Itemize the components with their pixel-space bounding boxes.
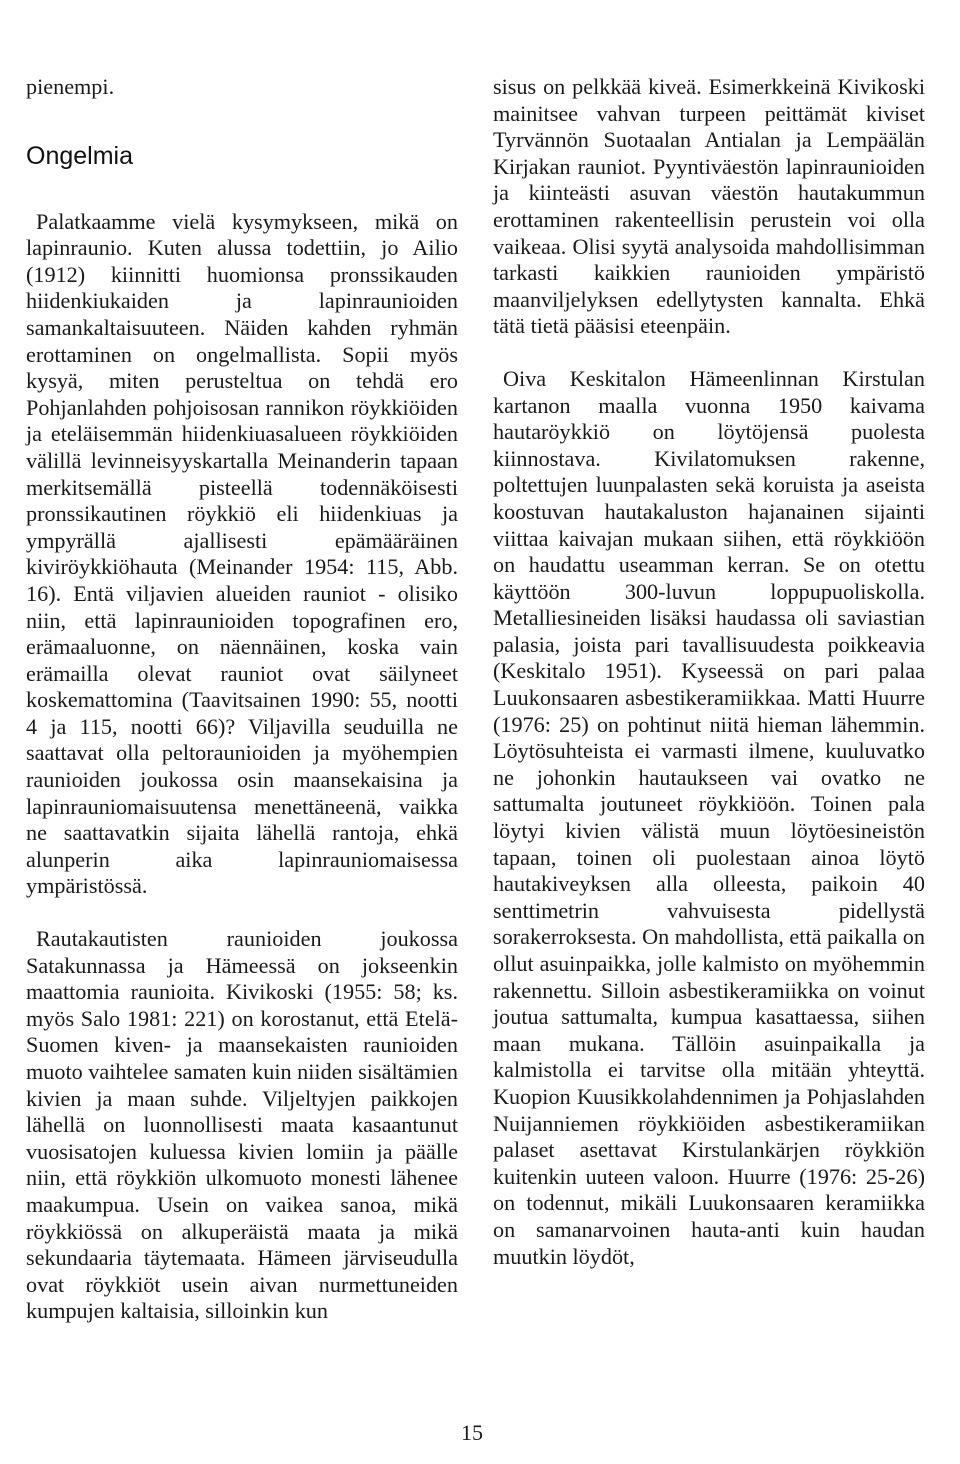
section-heading: Ongelmia xyxy=(26,141,133,170)
spacer xyxy=(26,101,458,141)
spacer xyxy=(26,900,458,926)
right-column xyxy=(493,74,925,1270)
page-number: 15 xyxy=(461,1420,483,1445)
spacer xyxy=(26,171,458,209)
paragraph: Oiva Keskitalon Hämeenlinnan Kirstulan kartanon maalla vuonna 1950 kaivama hautaröykkiö on löytöjensä puolesta kiinnostava. Kivilatomuksen rakenne, poltettujen luunpalasten sekä koruista ja aseista koostuvan hautakaluston hajanainen sijainti viittaa kaivajan mukaan siihen, että röykkiöön on haudattu useamman kerran. Se on otettu käyttöön 300-luvun loppupuoliskolla. Metalliesineiden lisäksi haudassa oli saviastian palasia, joista pari tavallisuudesta poikkeavia (Keskitalo 1951). Kyseessä on pari palaa Luukonsaaren asbestikeramiikkaa. Matti Huurre (1976: 25) on pohtinut niitä hieman lähemmin. Löytösuhteista ei varmasti ilmene, kuuluvatko ne johonkin hautaukseen vai ovatko ne sattumalta joutuneet röykkiöön. Toinen pala löytyi kivien välistä muun löytöesineistön tapaan, toinen oli puolestaan ainoa löytö hautakiveyksen alla olleesta, paikoin 40 senttimetrin vahvuisesta pidellystä sorakerroksesta. On mahdollista, että paikalla on ollut asuinpaikka, jolle kalmisto on myöhemmin rakennettu. Silloin asbestikeramiikka on voinut joutua sattumalta, kumpua kasattaessa, siihen maan mukana. Tällöin asuinpaikalla ja kalmistolla ei tarvitse olla mitään yhteyttä. Kuopion Kuusikkolahdennimen ja Pohjaslahden Nuijanniemen röykkiöiden asbestikeramiikan palaset asettavat Kirstulankärjen röykkiön kuitenkin uuteen valoon. Huurre (1976: 25-26) on todennut, mikäli Luukonsaaren keramiikka on samanarvoinen hauta-anti kuin haudan muutkin löydöt, xyxy=(493,365,925,1269)
paragraph: Rautakautisten raunioiden joukossa Satakunnassa ja Hämeessä on jokseenkin maattomia raunioita. Kivikoski (1955: 58; ks. myös Salo 1981: 221) on korostanut, että Etelä-Suomen kiven- ja maansekaisten raunioiden muoto vaihtelee samaten kuin niiden sisältämien kivien ja maan suhde. Viljeltyjen paikkojen lähellä on luonnollisesti maata kasaantunut vuosisatojen kuluessa kivien lomiin ja päälle niin, että röykkiön ulkomuoto monesti lähenee maakumpua. Usein on vaikea sanoa, mikä röykkiössä on alkuperäistä maata ja mikä sekundaaria täytemaata. Hämeen järviseudulla ovat röykkiöt usein aivan nurmettuneiden kumpujen kaltaisia, silloinkin kun xyxy=(26,926,458,1324)
intro-line: pienempi. xyxy=(26,74,115,99)
paragraph: Palatkaamme vielä kysymykseen, mikä on lapinraunio. Kuten alussa todettiin, jo Ailio (1912) kiinnitti huomionsa pronssikauden hiidenkiukaiden ja lapinraunioiden samankaltaisuuteen. Näiden kahden ryhmän erottaminen on ongelmallista. Sopii myös kysyä, miten perusteltua on tehdä ero Pohjanlahden pohjoisosan rannikon röykkiöiden ja eteläisemmän hiidenkiuasalueen röykkiöiden välillä levinneisyyskartalla Meinanderin tapaan merkitsemällä pisteellä todennäköisesti pronssikautinen röykkiö eli hiidenkiuas ja ympyrällä ajallisesti epämääräinen kiviröykkiöhauta (Meinander 1954: 115, Abb. 16). Entä viljavien alueiden rauniot - olisiko niin, että lapinraunioiden topografinen ero, erämaaluonne, on näennäinen, koska vain erämailla olevat rauniot ovat säilyneet koskemattomina (Taavitsainen 1990: 55, nootti 4 ja 115, nootti 66)? Viljavilla seuduilla ne saattavat olla peltoraunioiden ja myöhempien raunioiden joukossa osin maansekaisina ja lapinrauniomaisuutensa menettäneenä, vaikka ne saattavatkin sijaita lähellä rantoja, ehkä alunperin aika lapinrauniomaisessa ympäristössä. xyxy=(26,208,458,899)
paragraph: sisus on pelkkää kiveä. Esimerkkeinä Kivikoski mainitsee vahvan turpeen peittämät kiviset Tyrvännön Suotaalan Antialan ja Lempäälän Kirjakan rauniot. Pyyntiväestön lapinraunioiden ja kiinteästi asuvan väestön hautakummun erottaminen rakenteellisin perustein voi olla vaikeaa. Olisi syytä analysoida mahdollisimman tarkasti kaikkien raunioiden ympäristö maanviljelyksen edellytysten kannalta. Ehkä tätä tietä pääsisi eteenpäin. xyxy=(493,74,925,339)
left-column xyxy=(26,74,458,1325)
spacer xyxy=(493,340,925,366)
